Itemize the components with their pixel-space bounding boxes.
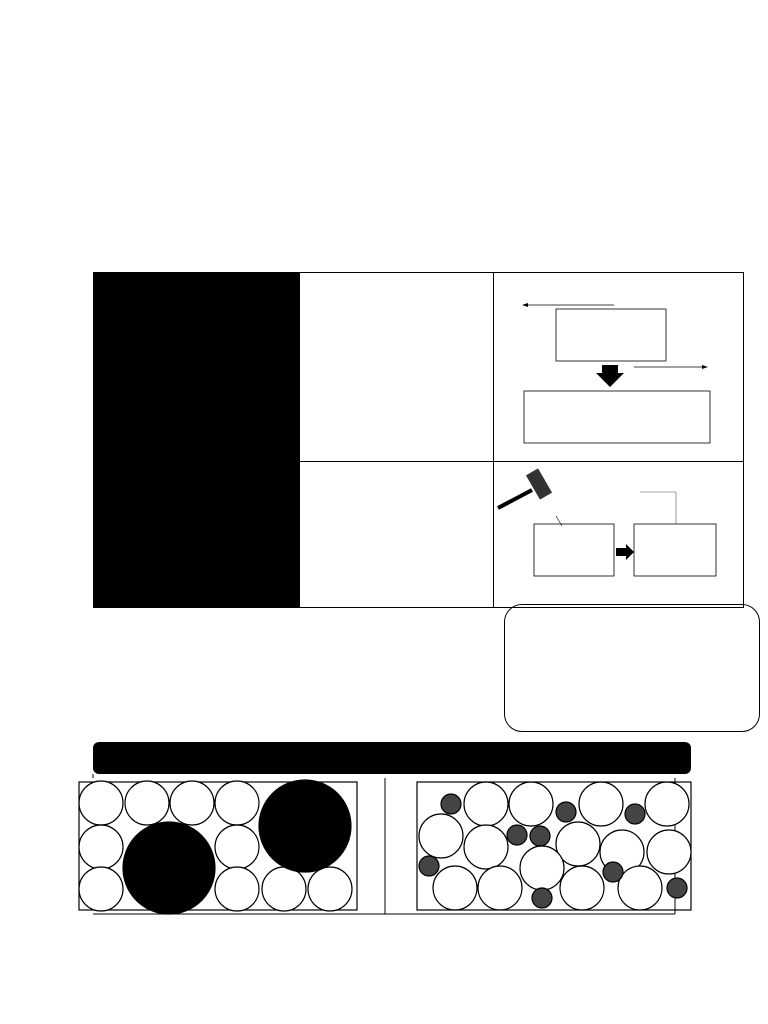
smaller-atoms-diagram	[419, 782, 691, 910]
ductile-atom-diagram	[494, 273, 744, 457]
right-arrow-icon	[616, 544, 634, 560]
purpose-title	[520, 615, 759, 637]
malleable-atom-diagram	[494, 462, 744, 603]
purpose-item	[520, 681, 759, 703]
ductile-diagram	[494, 273, 744, 462]
alloy-check-item	[112, 674, 140, 696]
larger-atoms-diagram	[79, 780, 352, 914]
malleable-label	[94, 462, 300, 608]
down-arrow-icon	[596, 365, 624, 387]
purpose-item	[520, 659, 759, 681]
ductile-explanation	[300, 273, 494, 462]
purpose-item	[520, 637, 759, 659]
malleable-diagram	[494, 462, 744, 608]
alloy-atom-diagrams	[0, 770, 768, 920]
purpose-box	[504, 604, 760, 732]
alloy-check-item	[112, 652, 140, 674]
ductile-label	[94, 273, 300, 462]
hammer-icon	[498, 468, 552, 508]
alloy-title	[112, 630, 140, 652]
properties-table	[93, 272, 744, 608]
alloy-section	[112, 630, 140, 696]
malleable-explanation	[300, 462, 494, 608]
purpose-item	[520, 703, 759, 725]
